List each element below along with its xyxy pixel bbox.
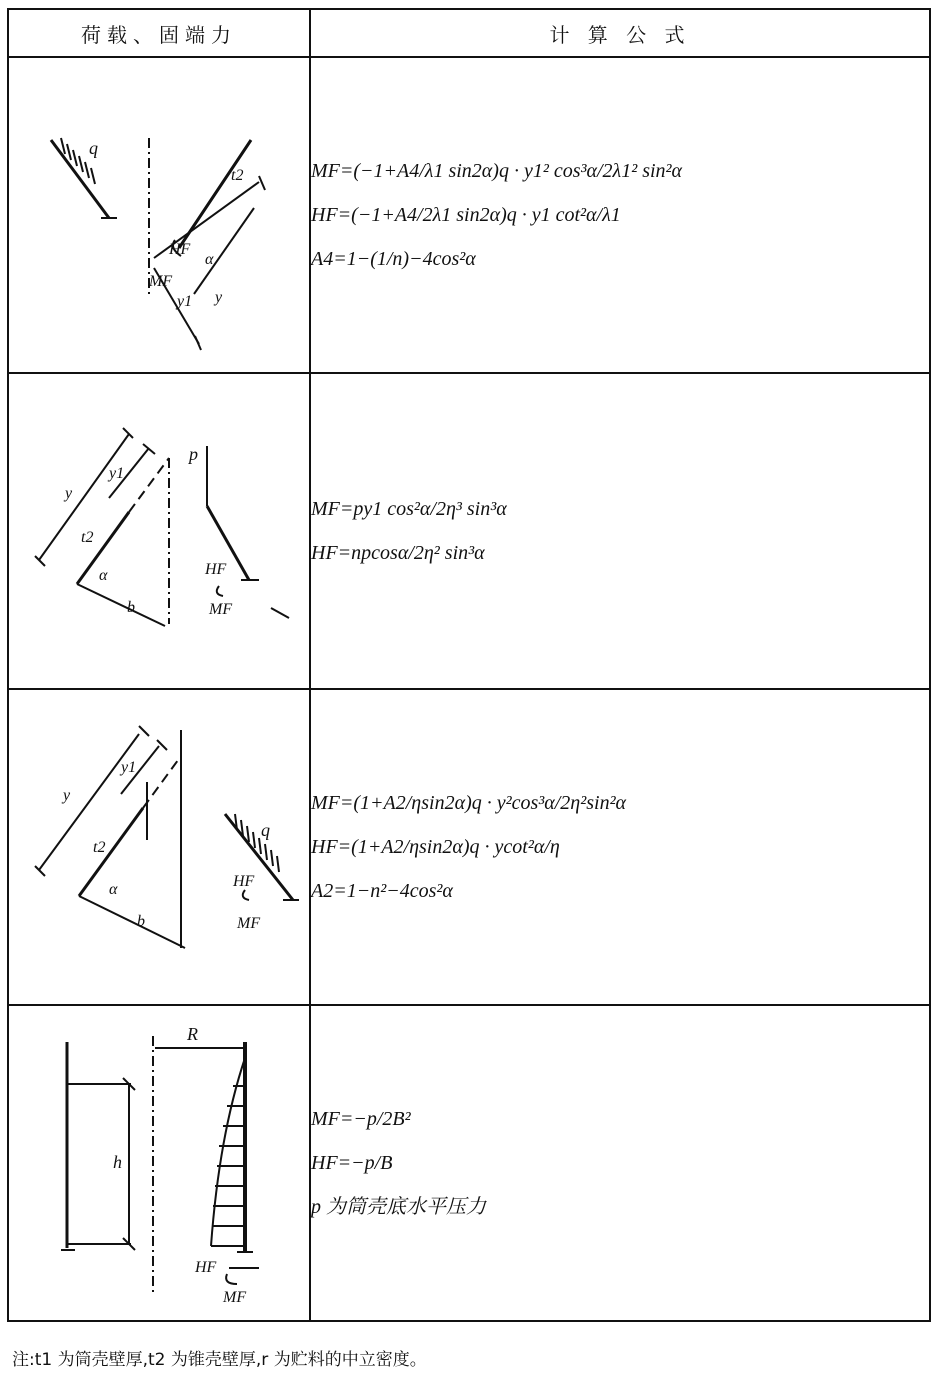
label-y: y <box>65 485 73 502</box>
label-y1: y1 <box>121 759 137 776</box>
formula-cell <box>310 689 930 1005</box>
formula-line: HF=(1+A2/ηsin2α)q · ycot²α/η <box>311 836 560 858</box>
label-hh: h <box>113 1152 122 1172</box>
diagram-cell <box>8 689 310 1005</box>
formula-line: MF=py1 cos²α/2η³ sin³α <box>311 498 507 520</box>
formula-cell <box>310 1005 930 1321</box>
diagram-cone-point-load <box>9 374 309 686</box>
label-b: b <box>137 913 145 930</box>
formula-line: MF=−p/2B² <box>311 1108 411 1130</box>
label-t: t2 <box>93 839 106 856</box>
label-alpha: α <box>205 251 214 268</box>
formula-line: p 为筒壳底水平压力 <box>311 1196 486 1218</box>
diagram-cone-distributed-load <box>9 690 309 1002</box>
label-b: b <box>127 599 135 616</box>
label-r: R <box>187 1024 198 1044</box>
diagram-cell <box>8 373 310 689</box>
label-h: HF <box>169 241 191 258</box>
header-load: 荷载、固端力 <box>8 9 310 57</box>
table-row <box>8 373 930 689</box>
formula-line: HF=−p/B <box>311 1152 393 1174</box>
label-m: MF <box>223 1289 247 1306</box>
formula-line: HF=(−1+A4/2λ1 sin2α)q · y1 cot²α/λ1 <box>311 204 621 226</box>
label-p: p <box>189 444 198 464</box>
label-q: q <box>261 820 270 840</box>
formula-line: MF=(−1+A4/λ1 sin2α)q · y1² cos³α/2λ1² sin²α <box>311 160 683 182</box>
header-formula: 计 算 公 式 <box>310 9 930 57</box>
header-row <box>8 9 930 57</box>
label-t: t2 <box>81 529 94 546</box>
formula-cell <box>310 373 930 689</box>
footnote: 注:t1 为筒壳壁厚,t2 为锥壳壁厚,r 为贮料的中立密度。 <box>12 1350 427 1370</box>
diagram-cylinder-pressure <box>9 1006 309 1318</box>
label-y: y <box>63 787 71 804</box>
label-h: HF <box>205 561 227 578</box>
table-row <box>8 689 930 1005</box>
formula-line: HF=npcosα/2η² sin³α <box>311 542 485 564</box>
label-h: HF <box>233 873 255 890</box>
table-row <box>8 1005 930 1321</box>
label-alpha: α <box>99 567 108 584</box>
label-y: y <box>215 289 223 306</box>
label-m: MF <box>237 915 261 932</box>
formula-line: A4=1−(1/n)−4cos²α <box>311 248 476 270</box>
label-h: HF <box>195 1259 217 1276</box>
table-row <box>8 57 930 373</box>
formula-line: MF=(1+A2/ηsin2α)q · y²cos³α/2η²sin²α <box>311 792 627 814</box>
formula-cell <box>310 57 930 373</box>
diagram-cone-uniform-load <box>9 58 309 370</box>
formula-table <box>7 8 931 1322</box>
label-alpha: α <box>109 881 118 898</box>
label-m: MF <box>209 601 233 618</box>
label-y1: y1 <box>177 293 193 310</box>
label-m: MF <box>149 273 173 290</box>
label-y1: y1 <box>109 465 125 482</box>
formula-line: A2=1−n²−4cos²α <box>311 880 453 902</box>
label-t: t2 <box>231 167 244 184</box>
label-q: q <box>89 138 98 158</box>
diagram-cell <box>8 1005 310 1321</box>
diagram-cell <box>8 57 310 373</box>
